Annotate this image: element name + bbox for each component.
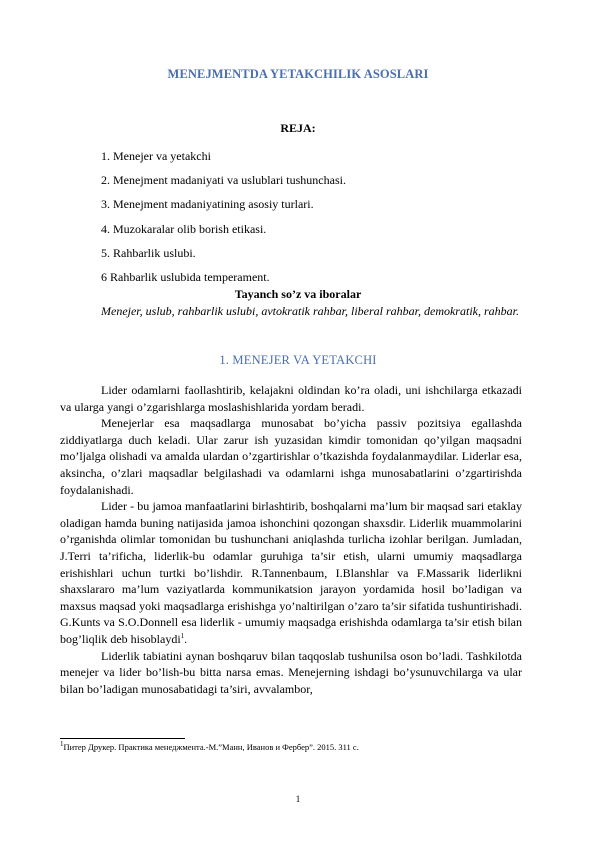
body-paragraph: Liderlik tabiatini aynan boshqaruv bilan taqqoslab tushunilsa oson bo’ladi. Tashkilotda menejer va lider bo’lish-bu bitta narsa emas. Menejerning ishdagi bo’ysunuvchilarga va ular bilan bo’ladigan munosabatidagi ta’siri, avvalambor, [60,648,522,696]
section-heading: 1. MENEJER VA YETAKCHI [219,353,377,367]
footnote [60,742,359,752]
keywords-text: Menejer, uslub, rahbarlik uslubi, avtokratik rahbar, liberal rahbar, demokratik, rahbar. [101,304,519,318]
plan-heading: REJA: [280,121,316,135]
plan-item: 1. Menejer va yetakchi [101,149,211,163]
plan-item: 6 Rahbarlik uslubida temperament. [101,270,270,285]
plan-list [101,144,346,289]
body-paragraph: Menejerlar esa maqsadlarga munosabat bo’yicha passiv pozitsiya egallashda ziddiyatlarga duch keladi. Ular zarur ish yuzasidan kimdir tomonidan qo’yilgan maqsadni mo’ljalga olishadi va amalda ulardan o’zgartirishlar o’tkazishda foydalanmaydilar. Liderlar esa, aksincha, o’zlari maqsadlar belgilashadi va odamlarni ishga munosabatlarini o’zgartirishda foydalanishadi. [60,416,522,497]
plan-item: 4. Muzokaralar olib borish etikasi. [101,221,267,236]
footnote-text: Питер Друкер. Практика менеджмента.-М.”Манн, Иванов и Фербер”. 2015. 311 с. [63,742,359,752]
footnote-divider [60,738,185,739]
footnote-marker: 1 [60,740,64,749]
page-number: 1 [295,794,301,804]
paragraph-end: . [184,631,188,646]
body-paragraph: Lider odamlarni faollashtirib, kelajakni oldindan ko’ra oladi, uni ishchilarga etkazadi va ularga yangi o’zgarishlarga moslashishlarida yordam beradi. [60,383,522,414]
keywords-heading: Tayanch so’z va iboralar [234,287,362,301]
section-body [60,382,522,697]
document-title: MENEJMENTDA YETAKCHILIK ASOSLARI [167,67,429,81]
plan-item: 2. Menejment madaniyati va uslublari tushunchasi. [101,173,346,188]
paragraph-text: Lider - bu jamoa manfaatlarini birlashtirib, boshqalarni ma’lum bir maqsad sari etaklay oladigan hamda buning natijasida jamoa ishonchini qozongan shaxsdir. Liderlik muammolarini o’rganishda olimlar tomonidan bu tushunchani aniqlashda turlicha izohlar berilgan. Jumladan, J.Terri ta’rificha, liderlik-bu odamlar guruhiga ta’sir etish, ularni umumiy maqsadlarga erishishlari uchun turtki bo’lishdir. R.Tannenbaum, I.Blanshlar va F.Massarik liderlikni shaxslararo ma’lum vaziyatlarda kommunikatsion jarayon yordamida hosil bo’ladigan va maxsus maqsad yoki maqsadlarga erishishga yo’naltirilgan o’zaro ta’sir sifatida tushuntirishadi. G.Kunts va S.O.Donnell esa liderlik - umumiy maqsadga erishishda odamlarga ta’sir etish bilan bog’liqlik deb hisoblaydi [60,499,522,646]
footnote-reference[interactable]: 1 [180,631,185,640]
plan-item: 5. Rahbarlik uslubi. [101,245,196,260]
plan-item: 3. Menejment madaniyatining asosiy turlari. [101,197,314,212]
body-paragraph [60,498,522,647]
